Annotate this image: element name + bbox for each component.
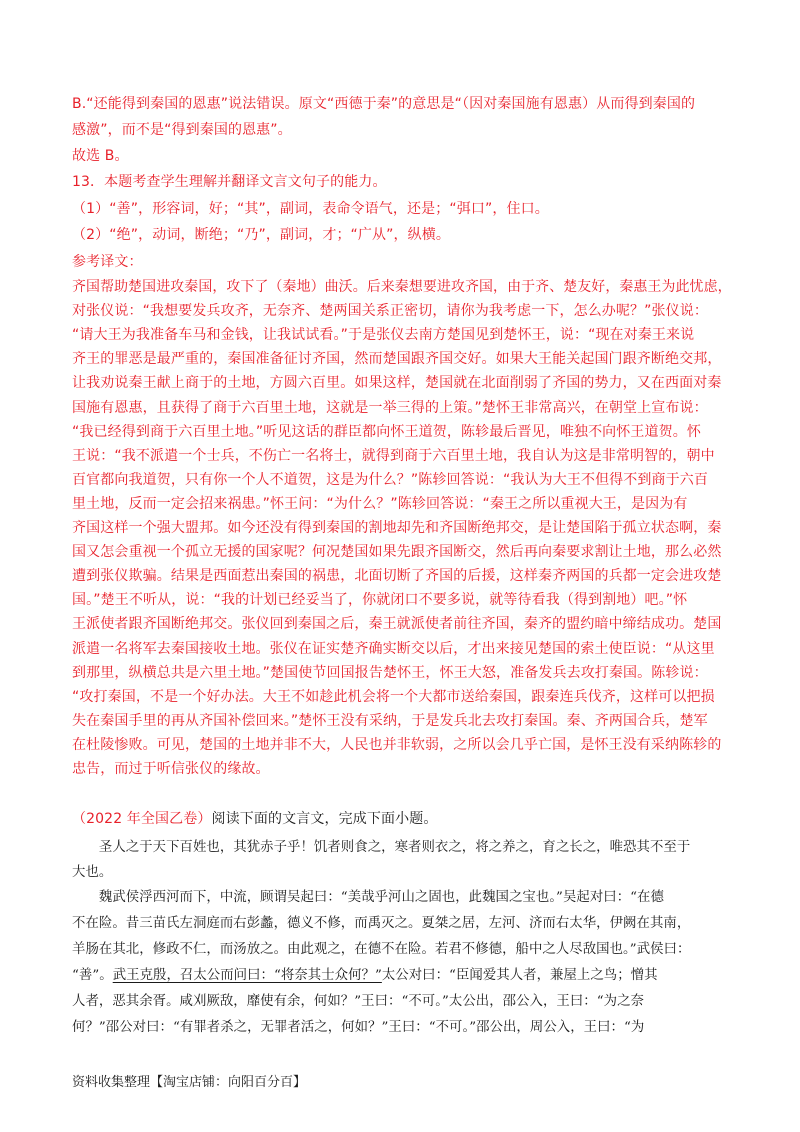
passage-text: 太公对曰：“臣闻爱其人者，兼屋上之鸟；憎其 (381, 968, 658, 983)
translation-line: 国施有恩惠，且获得了商于六百里土地，这就是一举三得的上策。”楚怀王非常高兴，在朝堂上宣布说： (72, 399, 708, 416)
translation-line: 遭到张仪欺骗。结果是西面惹出秦国的祸患，北面切断了齐国的后援，这样秦齐两国的兵都一定会进攻楚 (72, 568, 722, 585)
passage-line: 羊肠在其北，修政不仁，而汤放之。由此观之，在德不在险。若君不修德，船中之人尽敌国也。”武侯曰： (72, 942, 691, 957)
translation-line: 在杜陵惨败。可见，楚国的土地并非不大，人民也并非软弱，之所以会几乎亡国，是怀王没有采纳陈轸的 (72, 736, 722, 753)
answer-choice: 故选 B。 (72, 148, 129, 164)
translation-line: “攻打秦国，不是一个好办法。大王不如趁此机会将一个大都市送给秦国，跟秦连兵伐齐，这样可以把损 (72, 688, 715, 705)
passage-line: 人者，恶其余胥。咸刈厥敌，靡使有余，何如？”王曰：“不可。”太公出，邵公入，王曰：“为之奈 (72, 994, 644, 1009)
translation-line: 里土地，反而一定会招来祸患。”怀王问：“为什么？”陈轸回答说：“秦王之所以重视大王，是因为有 (72, 495, 688, 512)
explanation-1: （1）“善”，形容词，好；“其”，副词，表命令语气，还是；“弭口”，住口。 (72, 201, 549, 217)
explanation-2: （2）“绝”，动词，断绝；“乃”，副词，才；“广从”，纵横。 (72, 227, 451, 243)
passage-line: 不在险。昔三苗氏左洞庭而右彭蠡，德义不修，而禹灭之。夏桀之居，左河、济而右太华，伊阙在其南， (72, 916, 691, 931)
passage-text: “善”。 (72, 968, 113, 983)
passage-line: 魏武侯浮西河而下，中流，顾谓吴起曰：“美哉乎河山之固也，此魏国之宝也。”吴起对曰：“在德 (72, 890, 664, 905)
exam-prompt (72, 809, 732, 829)
translation-line: 百官都向我道贺，只有你一个人不道贺，这是为什么？”陈轸回答说：“我认为大王不但得不到商于六百 (72, 471, 709, 488)
underlined-sentence: 武王克殷，召太公而问曰：“将奈其士众何？” (112, 968, 382, 983)
translation-line: 王说：“我不派遣一个士兵，不伤亡一名将士，就得到商于六百里土地，我自认为这是非常明智的，朝中 (72, 447, 715, 464)
passage-line: 何？”邵公对曰：“有罪者杀之，无罪者活之，何如？”王曰：“不可。”邵公出，周公入，王曰：“为 (72, 1020, 645, 1035)
translation-line: 失在秦国手里的再从齐国补偿回来。”楚怀王没有采纳，于是发兵北去攻打秦国。秦、齐两国合兵，楚军 (72, 712, 708, 729)
passage-line: 大也。 (72, 865, 113, 880)
exam-source: （2022 年全国乙卷） (72, 811, 212, 827)
answer-b-line-1: B.“还能得到秦国的恩惠”说法错误。原文“西德于秦”的意思是“（因对秦国施有恩惠）从而得到秦国的 (72, 96, 696, 112)
footer-note: 资料收集整理【淘宝店铺：向阳百分百】 (72, 1075, 307, 1090)
translation-line: 忠告，而过于听信张仪的缘故。 (72, 761, 270, 777)
translation-line: 国。”楚王不听从，说：“我的计划已经妥当了，你就闭口不要多说，就等待看我（得到割地）吧。”怀 (72, 592, 688, 609)
translation-line: 国又怎会重视一个孤立无援的国家呢？何况楚国如果先跟齐国断交，然后再向秦要求割让土地，那么必然 (72, 544, 722, 561)
translation-line: “我已经得到商于六百里土地。”听见这话的群臣都向怀王道贺，陈轸最后晋见，唯独不向怀王道贺。怀 (72, 423, 702, 440)
reference-translation-label: 参考译文： (72, 254, 143, 270)
exam-instruction: 阅读下面的文言文，完成下面小题。 (211, 811, 438, 827)
translation-line: 齐国这样一个强大盟邦。如今还没有得到秦国的割地却先和齐国断绝邦交，是让楚国陷于孤立状态啊，秦 (72, 520, 722, 536)
translation-line: 王派使者跟齐国断绝邦交。张仪回到秦国之后，秦王就派使者前往齐国，秦齐的盟约暗中缔结成功。楚国 (72, 616, 722, 633)
translation-line: 到那里，纵横总共是六里土地。”楚国使节回国报告楚怀王，怀王大怒，准备发兵去攻打秦国。陈轸说： (72, 664, 708, 681)
passage-line (72, 966, 732, 986)
translation-line: 对张仪说：“我想要发兵攻齐，无奈齐、楚两国关系正密切，请你为我考虑一下，怎么办呢？”张仪说： (72, 303, 709, 320)
passage-line: 圣人之于天下百姓也，其犹赤子乎！饥者则食之，寒者则衣之，将之养之，育之长之，唯恐其不至于 (72, 840, 691, 855)
translation-line: 让我劝说秦王献上商于的土地，方圆六百里。如果这样，楚国就在北面削弱了齐国的势力，又在西面对秦 (72, 375, 722, 392)
translation-line: 派遣一名将军去秦国接收土地。张仪在证实楚齐确实断交以后，才出来接见楚国的索土使臣说：“从这里 (72, 640, 715, 657)
answer-b-line-2: 感激”，而不是“得到秦国的恩惠”。 (72, 122, 292, 138)
translation-line: 齐国帮助楚国进攻秦国，攻下了（秦地）曲沃。后来秦想要进攻齐国，由于齐、楚友好，秦惠王为此忧虑， (72, 279, 732, 295)
question-13-heading: 13．本题考查学生理解并翻译文言文句子的能力。 (72, 174, 387, 190)
translation-line: “请大王为我准备车马和金钱，让我试试看。”于是张仪去南方楚国见到楚怀王，说：“现在对秦王来说 (72, 327, 695, 344)
translation-line: 齐王的罪恶是最严重的，秦国准备征讨齐国，然而楚国跟齐国交好。如果大王能关起国门跟齐断绝交邦， (72, 351, 722, 368)
